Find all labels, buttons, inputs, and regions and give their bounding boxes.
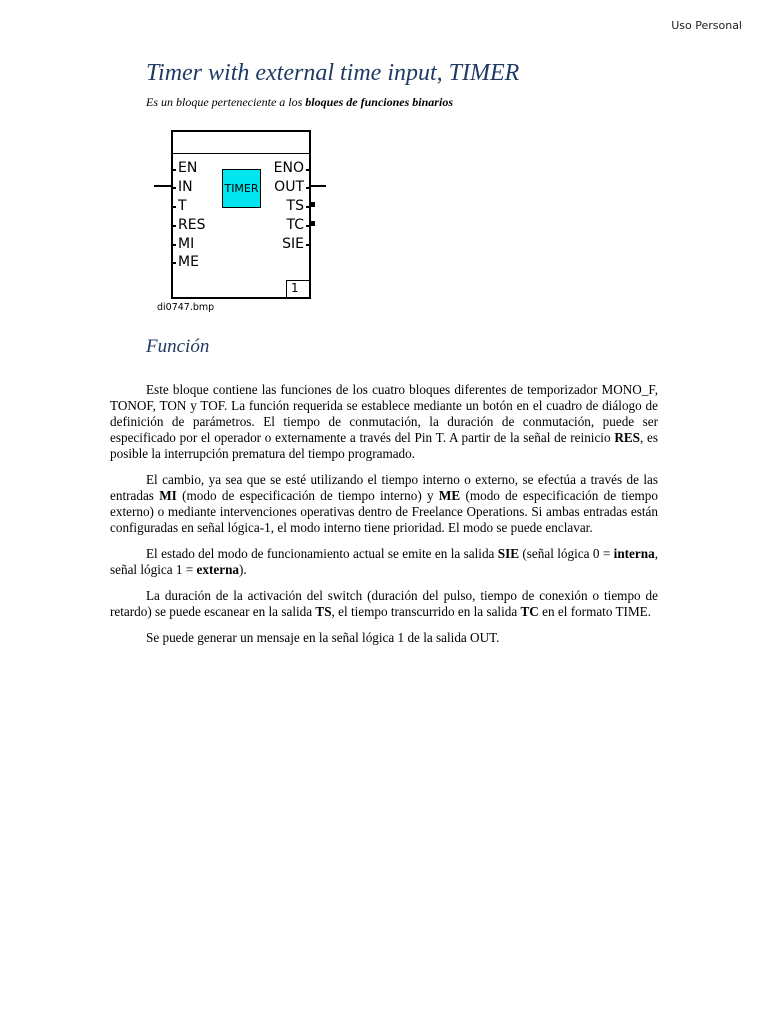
input-pin-t: T: [178, 198, 187, 214]
bold-term: MI: [159, 488, 177, 503]
pin-tick: [171, 169, 176, 171]
text-run: (modo de especificación de tiempo interno) y: [176, 488, 439, 503]
paragraph-5: [110, 630, 658, 646]
bold-term: interna: [613, 546, 655, 561]
text-run: (señal lógica 0 =: [519, 546, 614, 561]
text-run: , el tiempo transcurrido en la salida: [331, 604, 521, 619]
text-run: El cambio, ya sea que se esté utilizando el tiempo interno o externo, se efectúa a través de las entradas: [110, 472, 658, 503]
bold-term: TS: [315, 604, 332, 619]
pin-tick: [171, 262, 176, 264]
block-header-bar: [173, 132, 309, 154]
timer-icon: TIMER: [222, 169, 261, 208]
input-pin-en: EN: [178, 160, 198, 176]
subtitle: [146, 95, 453, 110]
paragraph-3: [110, 546, 658, 578]
text-run: El estado del modo de funcionamiento actual se emite en la salida: [146, 546, 498, 561]
out-connection-line: [310, 185, 326, 187]
bold-term: RES: [614, 430, 640, 445]
subtitle-bold: bloques de funciones binarios: [305, 95, 453, 109]
pin-tick: [306, 225, 311, 227]
input-pin-mi: MI: [178, 236, 195, 252]
output-pin-tc: TC: [286, 217, 304, 233]
figure-caption: di0747.bmp: [157, 302, 215, 313]
text-run: , señal lógica 1 =: [110, 546, 658, 577]
body-text: [110, 382, 658, 656]
pin-tick: [306, 169, 311, 171]
text-run: La duración de la activación del switch (duración del pulso, tiempo de conexión o tiempo de retardo) se puede escanear en la salida: [110, 588, 658, 619]
output-pin-sie: SIE: [282, 236, 304, 252]
input-pin-in: IN: [178, 179, 193, 195]
in-connection-line: [154, 185, 172, 187]
header-label: Uso Personal: [671, 19, 742, 32]
pin-tick: [306, 206, 311, 208]
timer-block-diagram: [152, 126, 328, 316]
input-pin-me: ME: [178, 254, 199, 270]
pin-tick: [171, 225, 176, 227]
text-run: ).: [239, 562, 247, 577]
page-title: Timer with external time input, TIMER: [146, 60, 520, 86]
bold-term: ME: [438, 488, 461, 503]
text-run: Este bloque contiene las funciones de los cuatro bloques diferentes de temporizador MONO_F, TONOF, TON y TOF. La función requerida se establece mediante un botón en el cuadro de diálogo de definición de parámetros. El tiempo de conmutación, la duración de conmutación, puede ser especificado por el operador o externamente a través del Pin T. A partir de la señal de reinicio: [110, 382, 658, 445]
pin-tick: [171, 244, 176, 246]
instance-number: 1: [286, 280, 310, 298]
input-pin-res: RES: [178, 217, 206, 233]
paragraph-2: [110, 472, 658, 536]
pin-tick: [306, 244, 311, 246]
text-run: , es posible la interrupción prematura del tiempo programado.: [110, 430, 658, 461]
text-run: Se puede generar un mensaje en la señal lógica 1 de la salida OUT.: [146, 630, 500, 645]
text-run: (modo de especificación de tiempo externo) o mediante intervenciones operativas dentro de Freelance Operations. Si ambas entradas están configuradas en señal lógica-1, el modo interno tiene prioridad. El modo se puede enclavar.: [110, 488, 658, 535]
bold-term: SIE: [497, 546, 520, 561]
block-box: [171, 130, 311, 299]
output-pin-eno: ENO: [273, 160, 304, 176]
pin-tick: [171, 187, 176, 189]
text-run: en el formato TIME.: [538, 604, 652, 619]
bold-term: externa: [196, 562, 240, 577]
output-pin-out: OUT: [274, 179, 304, 195]
pin-tick: [171, 206, 176, 208]
section-heading: Función: [146, 336, 210, 357]
subtitle-prefix: Es un bloque perteneciente a los: [146, 95, 306, 109]
paragraph-4: [110, 588, 658, 620]
pin-tick: [306, 187, 311, 189]
paragraph-1: [110, 382, 658, 462]
output-pin-ts: TS: [286, 198, 304, 214]
bold-term: TC: [520, 604, 539, 619]
